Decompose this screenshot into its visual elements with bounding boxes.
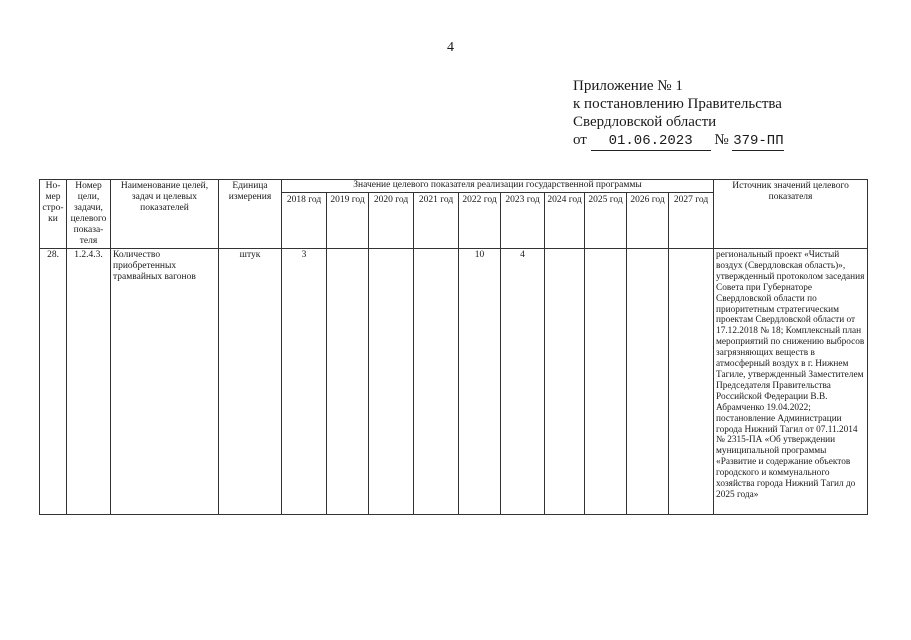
indicators-table xyxy=(39,179,868,515)
cell-value xyxy=(369,249,414,515)
appendix-decree-line: к постановлению Правительства xyxy=(573,96,782,112)
cell-value: 4 xyxy=(501,249,545,515)
header-unit: Единица измерения xyxy=(219,180,282,249)
header-year: 2021 год xyxy=(414,193,459,249)
cell-value xyxy=(585,249,627,515)
decree-number: 379-ПП xyxy=(733,133,784,149)
header-row-number: Но-мер стро-ки xyxy=(40,180,67,249)
cell-source: региональный проект «Чистый воздух (Свердловская область)», утвержденный протоколом заседания Совета при Губернаторе Свердловской области по приоритетным стратегическим проектам Свердловской области от 17.12.2018 № 18; Комплексный план мероприятий по снижению выбросов загрязняющих веществ в атмосферный воздух в г. Нижнем Тагиле, утвержденный Заместителем Председателя Правительства Российской Федерации В.В. Абрамченко 19.04.2022; постановление Администрации города Нижний Тагил от 07.11.2014 № 2315-ПА «Об утверждении муниципальной программы «Развитие и содержание объектов городского и коммунального хозяйства города Нижний Тагил до 2025 года» xyxy=(714,249,868,515)
header-year: 2026 год xyxy=(627,193,669,249)
cell-unit: штук xyxy=(219,249,282,515)
cell-value xyxy=(545,249,585,515)
header-year: 2025 год xyxy=(585,193,627,249)
table-row xyxy=(40,249,868,515)
cell-name: Количество приобретенных трамвайных вагонов xyxy=(111,249,219,515)
cell-goal-number: 1.2.4.3. xyxy=(67,249,111,515)
header-goal-number: Номер цели, задачи, целевого показа-теля xyxy=(67,180,111,249)
header-year: 2019 год xyxy=(327,193,369,249)
decree-date: 01.06.2023 xyxy=(591,132,711,151)
header-year: 2022 год xyxy=(459,193,501,249)
appendix-header xyxy=(573,77,784,151)
header-name: Наименование целей, задач и целевых показателей xyxy=(111,180,219,249)
header-year: 2027 год xyxy=(669,193,714,249)
appendix-date-line xyxy=(573,131,784,151)
cell-row-number: 28. xyxy=(40,249,67,515)
appendix-region-line: Свердловской области xyxy=(573,114,717,130)
page-number: 4 xyxy=(447,40,454,55)
header-year: 2020 год xyxy=(369,193,414,249)
appendix-title: Приложение № 1 xyxy=(573,78,683,94)
header-year: 2023 год xyxy=(501,193,545,249)
date-prefix: от xyxy=(573,132,587,148)
header-source: Источник значений целевого показателя xyxy=(714,180,868,249)
cell-value: 10 xyxy=(459,249,501,515)
cell-value: 3 xyxy=(282,249,327,515)
cell-value xyxy=(669,249,714,515)
number-prefix: № xyxy=(714,132,729,148)
header-values-group: Значение целевого показателя реализации государственной программы xyxy=(282,180,714,193)
header-year: 2018 год xyxy=(282,193,327,249)
cell-value xyxy=(627,249,669,515)
header-year: 2024 год xyxy=(545,193,585,249)
header-row-main xyxy=(40,180,868,193)
cell-value xyxy=(414,249,459,515)
cell-value xyxy=(327,249,369,515)
